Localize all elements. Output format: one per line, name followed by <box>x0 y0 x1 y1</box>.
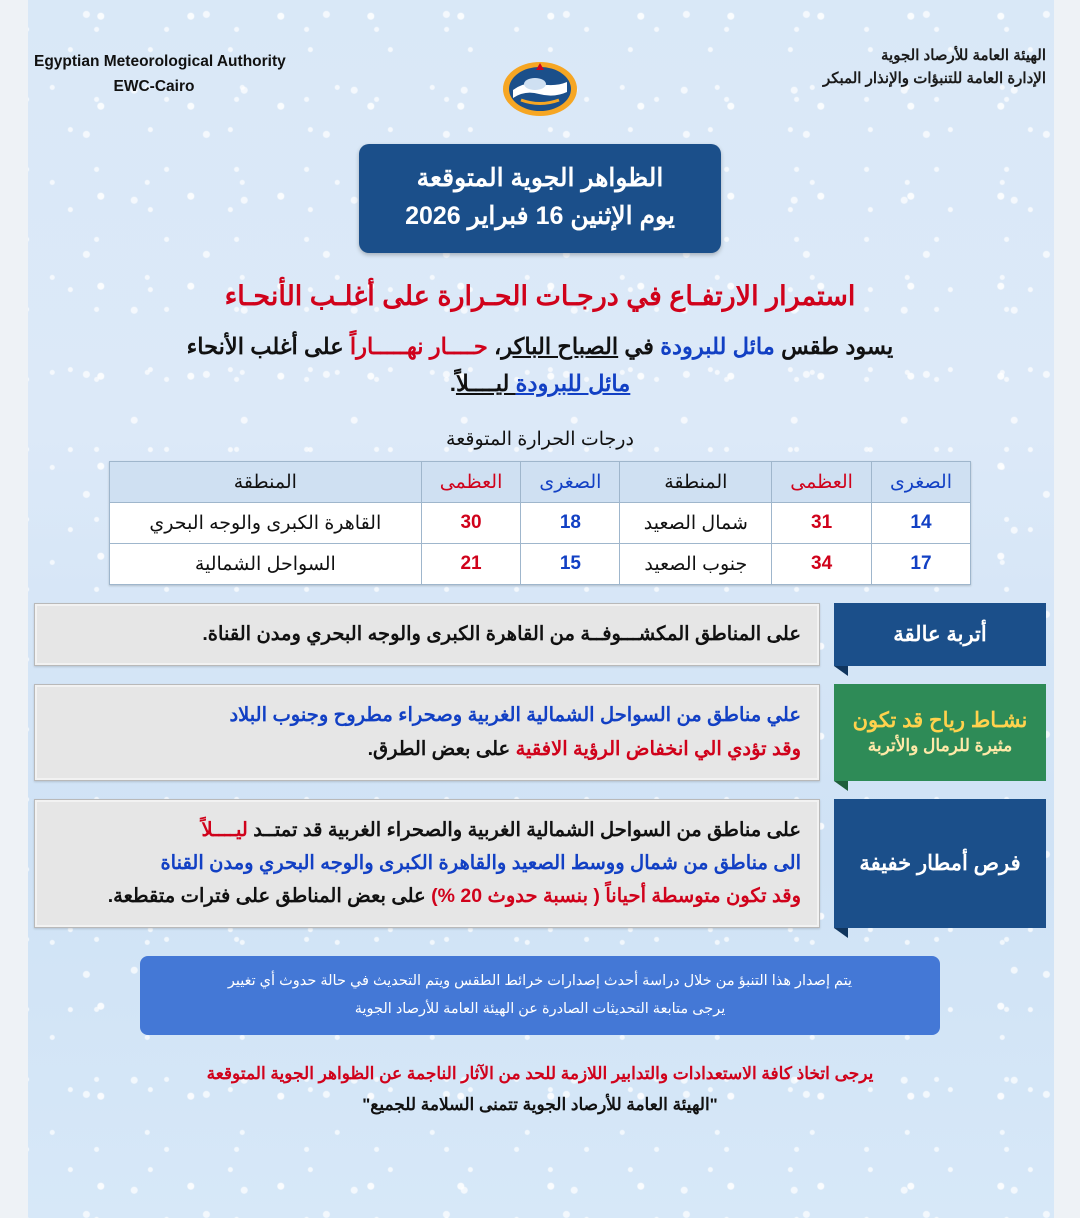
col-min-right: الصغرى <box>521 462 620 503</box>
col-max-left: العظمى <box>772 462 872 503</box>
authority-en-line2: EWC-Cairo <box>113 77 195 95</box>
note-line2: يرجى متابعة التحديثات الصادرة عن الهيئة العامة للأرصاد الجوية <box>354 1000 726 1017</box>
rain-line1 <box>53 814 801 847</box>
row1-max-left: 31 <box>772 503 872 544</box>
phenomenon-dust <box>34 603 1046 666</box>
closing-line2: "الهيئة العامة للأرصاد الجوية تتمنى السلامة للجميع" <box>362 1094 718 1114</box>
phenomenon-dust-label <box>834 603 1046 666</box>
subline-hot-daytime: حــــار نهـــــاراً <box>349 334 488 359</box>
subline-part4: على أغلب الأنحاء <box>186 334 350 359</box>
phenomenon-dust-text <box>34 603 820 666</box>
row2-max-left: 34 <box>772 544 872 585</box>
rain-line2: الى مناطق من شمال ووسط الصعيد والقاهرة الكبرى والوجه البحري ومدن القناة <box>160 851 801 874</box>
poster-header <box>34 0 1046 122</box>
authority-ar-line2: الإدارة العامة للتنبؤات والإنذار المبكر <box>822 70 1046 88</box>
row1-region-right: القاهرة الكبرى والوجه البحري <box>110 503 422 544</box>
phenomenon-rain <box>34 799 1046 928</box>
wind-line2 <box>53 733 801 766</box>
phenomenon-rain-label <box>834 799 1046 928</box>
banner-line1: الظواهر الجوية المتوقعة <box>416 164 664 192</box>
row2-min-left: 17 <box>871 544 970 585</box>
subline-cool-night: مائل للبرودة <box>515 371 631 397</box>
authority-ar-line1: الهيئة العامة للأرصاد الجوية <box>880 47 1046 64</box>
title-banner <box>359 144 721 253</box>
note-line1: يتم إصدار هذا التنبؤ من خلال دراسة أحدث إصدارات خرائط الطقس ويتم التحديث في حالة حدوث أي تغيير <box>227 973 853 990</box>
authority-en-line1: Egyptian Meteorological Authority <box>34 53 286 70</box>
rain-line3-red: وقد تكون متوسطة أحياناً ( بنسبة حدوث 20 %) <box>431 884 801 907</box>
col-region-right: المنطقة <box>110 462 422 503</box>
wind-line2-red: وقد تؤدي الي انخفاض الرؤية الافقية <box>515 737 801 760</box>
row2-min-right: 15 <box>521 544 620 585</box>
row2-region-left: جنوب الصعيد <box>620 544 772 585</box>
authority-name-arabic <box>716 44 1046 91</box>
ema-logo-icon <box>501 60 579 118</box>
ribbon-fold-icon <box>834 666 848 676</box>
rain-line1-plain: على مناطق من السواحل الشمالية الغربية والصحراء الغربية قد تمتــد <box>247 818 801 841</box>
col-region-left: المنطقة <box>620 462 772 503</box>
rain-line3-plain: على بعض المناطق على فترات متقطعة. <box>107 884 432 907</box>
col-min-left: الصغرى <box>871 462 970 503</box>
phenomenon-wind-text <box>34 684 820 780</box>
subline-part2: في <box>618 334 661 359</box>
rain-line1-red: ليــــلاً <box>201 818 248 841</box>
phenomenon-rain-label-text: فرص أمطار خفيفة <box>859 851 1021 875</box>
closing-line1: يرجى اتخاذ كافة الاستعدادات والتدابير اللازمة للحد من الآثار الناجمة عن الظواهر الجوية المتوقعة <box>206 1064 874 1084</box>
table-header-row <box>110 462 971 503</box>
col-max-right: العظمى <box>421 462 521 503</box>
subline-part3: ، <box>487 334 502 359</box>
row1-min-left: 14 <box>871 503 970 544</box>
wind-label-line2: مثيرة للرمال والأتربة <box>867 736 1013 756</box>
phenomenon-wind-label-text <box>853 708 1028 757</box>
phenomenon-wind-label <box>834 684 1046 780</box>
row1-min-right: 18 <box>521 503 620 544</box>
closing-message <box>34 1059 1046 1120</box>
row2-region-right: السواحل الشمالية <box>110 544 422 585</box>
phenomenon-dust-label-text: أتربة عالقة <box>893 623 987 647</box>
wind-line2-plain: على بعض الطرق. <box>367 737 516 760</box>
subline-night: ليــــلاً <box>455 371 516 397</box>
phenomenon-wind <box>34 684 1046 780</box>
authority-name-english <box>34 44 364 100</box>
rain-line3 <box>53 880 801 913</box>
logo-container <box>480 44 600 118</box>
subline-part5: . <box>449 371 456 397</box>
wind-line1: علي مناطق من السواحل الشمالية الغربية وصحراء مطروح وجنوب البلاد <box>229 704 801 727</box>
table-row <box>110 544 971 585</box>
ribbon-fold-icon <box>834 928 848 938</box>
row1-region-left: شمال الصعيد <box>620 503 772 544</box>
subline-early-morning: الصباح الباكر <box>501 334 619 359</box>
temperatures-table <box>109 461 971 585</box>
table-row <box>110 503 971 544</box>
update-note <box>140 956 940 1035</box>
banner-line2: يوم الإثنين 16 فبراير 2026 <box>405 201 675 230</box>
note-wrap <box>34 956 1046 1035</box>
subline-cool-morning: مائل للبرودة <box>660 334 775 359</box>
subline-part1: يسود طقس <box>774 334 894 359</box>
subheadline <box>34 328 1046 402</box>
wind-label-line1: نشـاط رياح قد تكون <box>852 709 1028 733</box>
phenomenon-rain-text <box>34 799 820 928</box>
title-banner-wrap <box>34 144 1046 253</box>
dust-line1: على المناطق المكشـــوفــة من القاهرة الكبرى والوجه البحري ومدن القناة. <box>202 623 801 646</box>
headline: استمرار الارتفـاع في درجـات الحـرارة على أغلـب الأنحـاء <box>224 281 856 311</box>
row2-max-right: 21 <box>421 544 521 585</box>
ribbon-fold-icon <box>834 781 848 791</box>
row1-max-right: 30 <box>421 503 521 544</box>
temperatures-title: درجات الحرارة المتوقعة <box>446 429 634 451</box>
